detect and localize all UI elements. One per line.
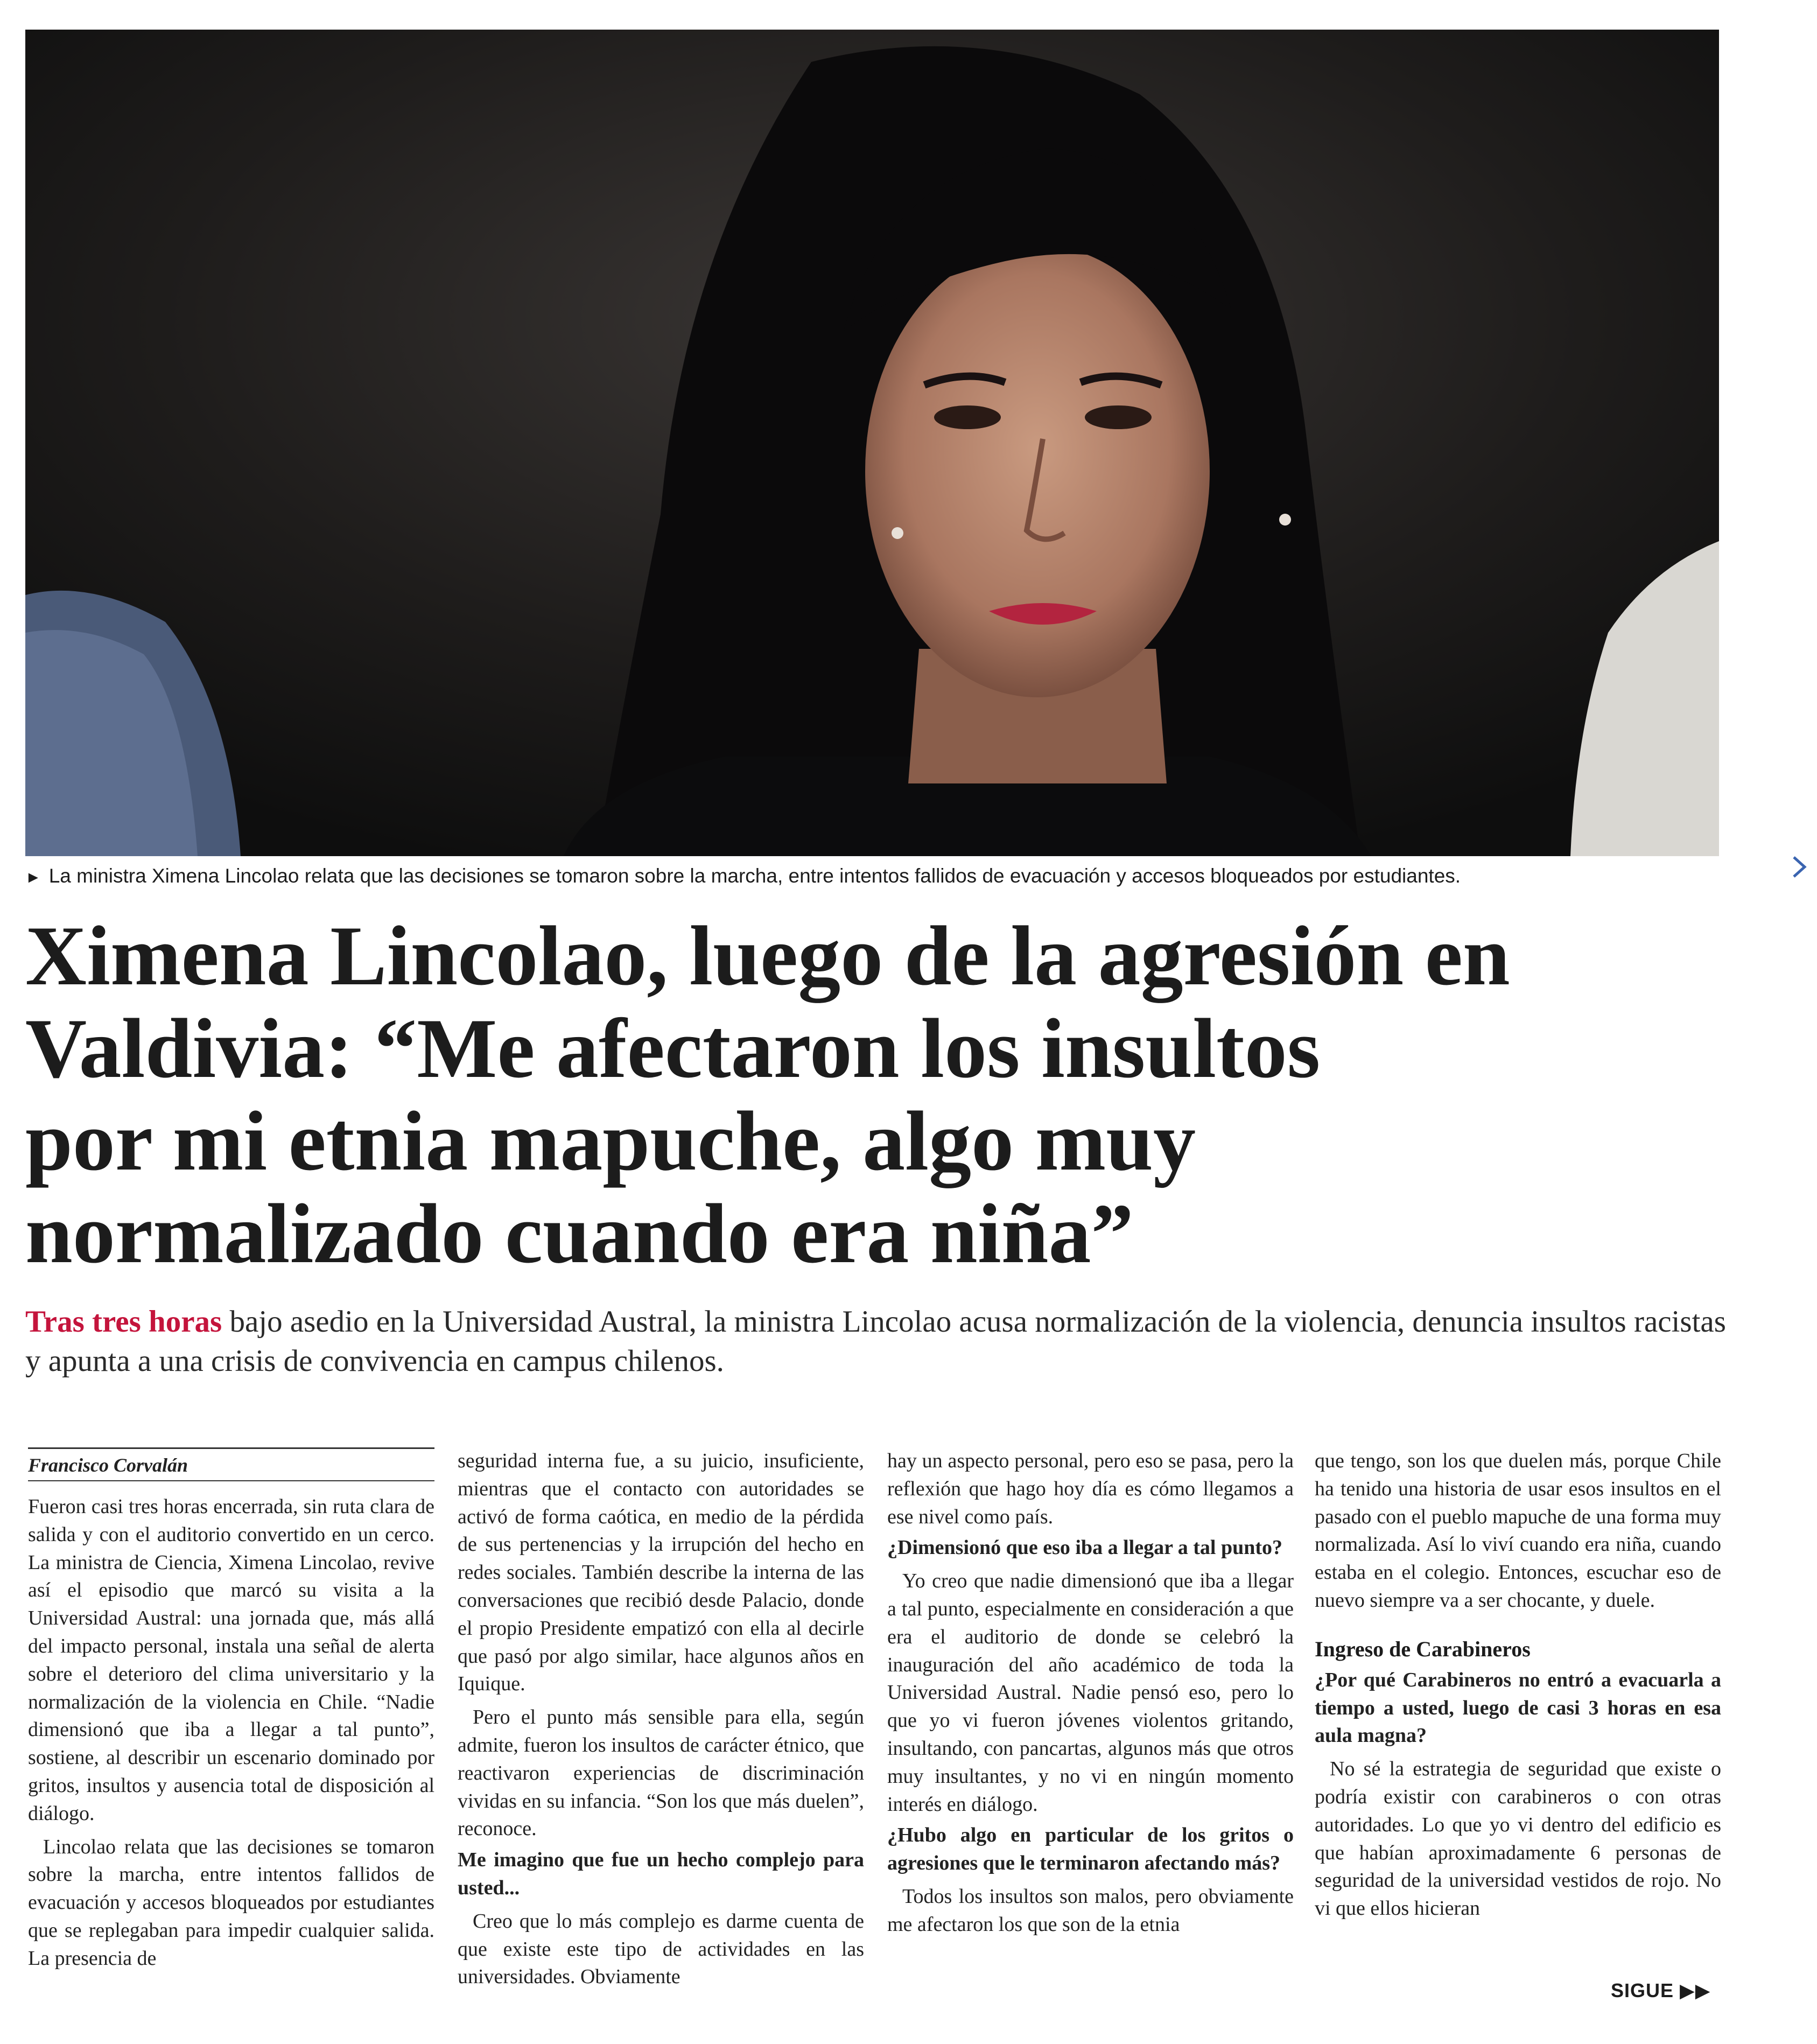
- byline-box: [28, 1447, 434, 1481]
- interview-answer: Yo creo que nadie dimensionó que iba a llegar a tal punto, especialmente en consideración a que era el auditorio de donde se celebró la inauguración del año académico de toda la Universidad Austral. Nadie pensó eso, pero lo que yo vi fueron jóvenes violentos gritando, insultando, con pancartas, algunos más que otros muy insultantes, y no vi en ningún momento interés en diálogo.: [887, 1570, 1294, 1816]
- portrait-illustration: [25, 30, 1719, 856]
- section-subhead: Ingreso de Carabineros: [1315, 1636, 1531, 1661]
- headline-line: normalizado cuando era niña”: [25, 1187, 1134, 1281]
- caption-text: La ministra Ximena Lincolao relata que las decisiones se tomaron sobre la marcha, entre intentos fallidos de evacuación y accesos bloqueados por estudiantes.: [48, 865, 1461, 887]
- headline-line: Valdivia: “Me afectaron los insultos: [25, 1002, 1321, 1096]
- interview-question: ¿Hubo algo en particular de los gritos o agresiones que le terminaron afectando más?: [887, 1824, 1294, 1875]
- interview-question: Me imagino que fue un hecho complejo para usted...: [458, 1849, 864, 1899]
- article-column-4: [1315, 1447, 1721, 1923]
- article-column-1: [28, 1447, 434, 1973]
- article-photo: [25, 30, 1719, 856]
- headline-line: Ximena Lincolao, luego de la agresión en: [25, 909, 1510, 1003]
- interview-answer: que tengo, son los que duelen más, porque Chile ha tenido una historia de usar esos insultos en el pasado con el pueblo mapuche de una forma muy normalizada. Así lo viví cuando era niña, cuando estaba en el colegio. Entonces, escuchar eso de nuevo siempre va a ser chocante, y duele.: [1315, 1450, 1721, 1612]
- interview-answer: Creo que lo más complejo es darme cuenta de que existe este tipo de actividades en las universidades. Obviamente: [458, 1909, 864, 1989]
- headline: [25, 910, 1727, 1280]
- interview-question: ¿Dimensionó que eso iba a llegar a tal punto?: [887, 1536, 1283, 1559]
- continue-label[interactable]: SIGUE ▶▶: [1611, 1979, 1711, 2001]
- caption-marker-icon: ►: [25, 869, 41, 886]
- next-page-chevron-icon[interactable]: [1786, 851, 1812, 883]
- article-paragraph: Fueron casi tres horas encerrada, sin ruta clara de salida y con el auditorio convertido en un cerco. La ministra de Ciencia, Ximena Lincolao, revive así el episodio que marcó su visita a la Universidad Austral: una jornada que, más allá del impacto personal, instala una señal de alerta sobre el deterioro del clima universitario y la normalización de la violencia en Chile. “Nadie dimensionó que iba a llegar a tal punto”, sostiene, al describir un escenario dominado por gritos, insultos y ausencia total de disposición al diálogo.: [28, 1495, 434, 1825]
- article-paragraph: Pero el punto más sensible para ella, según admite, fueron los insultos de carácter étnico, que reactivaron experiencias de discriminación vividas en su infancia. “Son los que más duelen”, reconoce.: [458, 1706, 864, 1840]
- standfirst: [25, 1302, 1727, 1381]
- headline-line: por mi etnia mapuche, algo muy: [25, 1094, 1196, 1188]
- article-column-3: [887, 1447, 1294, 1939]
- photo-caption: [25, 862, 1719, 892]
- article-column-2: [458, 1447, 864, 1991]
- interview-answer: hay un aspecto personal, pero eso se pasa, pero la reflexión que hago hoy día es cómo llegamos a ese nivel como país.: [887, 1450, 1294, 1528]
- standfirst-text: bajo asedio en la Universidad Austral, la ministra Lincolao acusa normalización de la violencia, denuncia insultos racistas y apunta a una crisis de convivencia en campus chilenos.: [25, 1305, 1726, 1378]
- interview-answer: Todos los insultos son malos, pero obviamente me afectaron los que son de la etnia: [887, 1885, 1294, 1936]
- article-paragraph: Lincolao relata que las decisiones se tomaron sobre la marcha, entre intentos fallidos de evacuación y accesos bloqueados por estudiantes que se replegaban para impedir cualquier salida. La presencia de: [28, 1835, 434, 1970]
- standfirst-lead: Tras tres horas: [25, 1305, 222, 1339]
- byline: Francisco Corvalán: [28, 1454, 188, 1476]
- article-paragraph: seguridad interna fue, a su juicio, insuficiente, mientras que el contacto con autoridades se activó de forma caótica, en medio de la pérdida de sus pertenencias y la irrupción del hecho en redes sociales. También describe la interna de las conversaciones que recibió desde Palacio, donde el propio Presidente empatizó con ella al decirle que pasó por algo similar, hace algunos años en Iquique.: [458, 1450, 864, 1696]
- interview-question: ¿Por qué Carabineros no entró a evacuarla a tiempo a usted, luego de casi 3 horas en esa aula magna?: [1315, 1668, 1721, 1747]
- interview-answer: No sé la estrategia de seguridad que existe o podría existir con carabineros o con otras autoridades. Lo que yo vi dentro del edificio es que habían aproximadamente 6 personas de seguridad de la universidad vestidos de rojo. No vi que ellos hicieran: [1315, 1758, 1721, 1920]
